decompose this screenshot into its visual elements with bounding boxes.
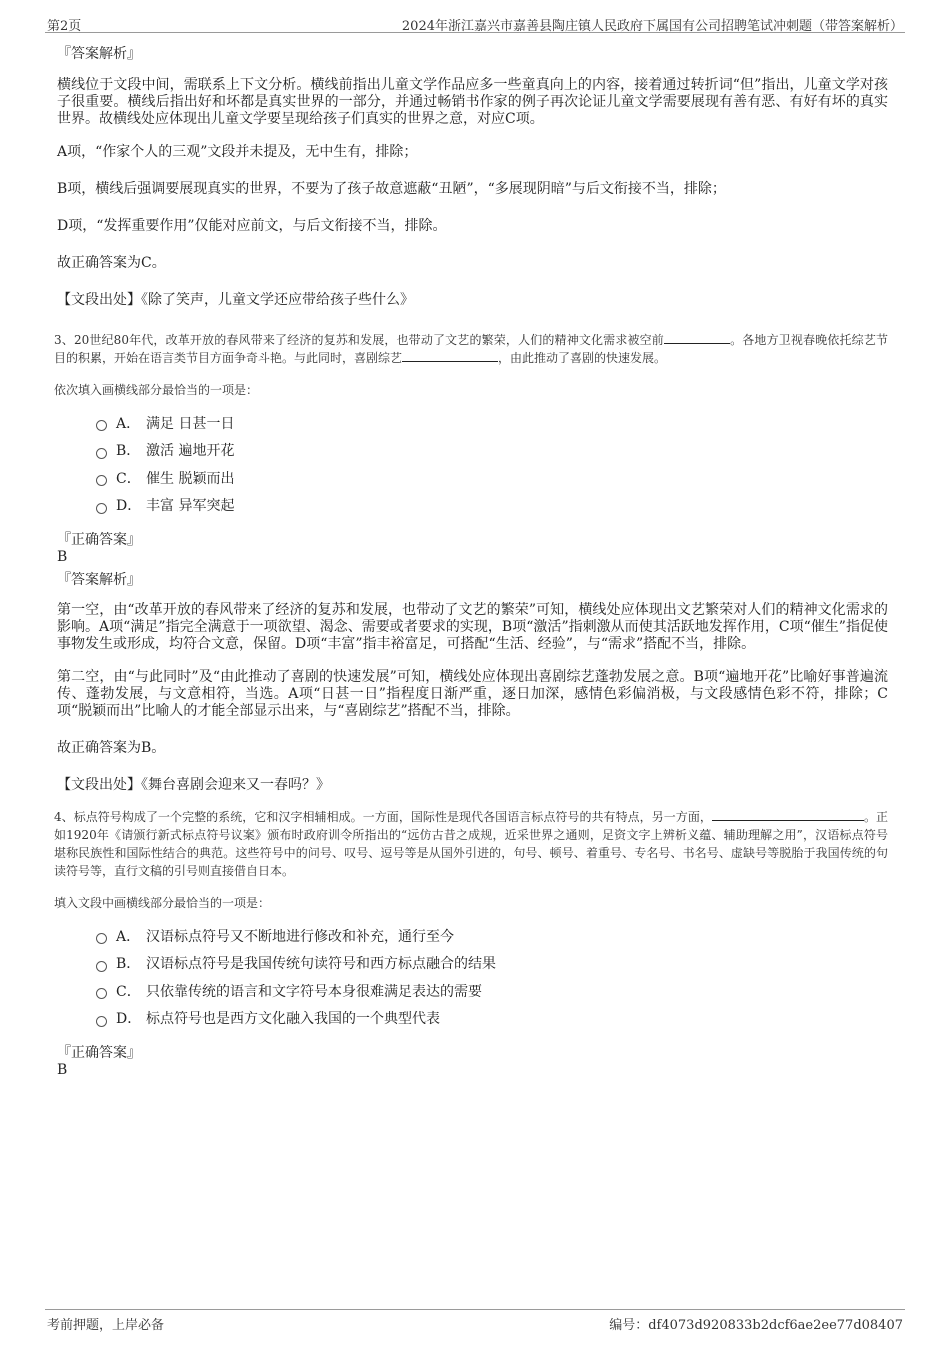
option-d[interactable]: D． 标点符号也是西方文化融入我国的一个典型代表 — [96, 1005, 888, 1033]
document-id: 编号：df4073d920833b2dcf6ae2ee77d08407 — [609, 1318, 903, 1333]
correct-answer-label: 『正确答案』 — [57, 1045, 141, 1061]
correct-answer: B — [57, 1062, 68, 1078]
page-footer — [45, 1309, 905, 1334]
analysis-paragraph: B项，横线后强调要展现真实的世界，不要为了孩子故意遮蔽“丑陋”，“多展现阴暗”与后文衔接不当，排除； — [57, 181, 726, 197]
radio-icon[interactable] — [96, 448, 107, 459]
radio-icon[interactable] — [96, 961, 107, 972]
source-citation: 【文段出处】《舞台喜剧会迎来又一春吗？》 — [57, 777, 330, 793]
option-d[interactable]: D． 丰富 异军突起 — [96, 492, 888, 520]
radio-icon[interactable] — [96, 475, 107, 486]
question-4-text: 4、标点符号构成了一个完整的系统，它和汉字相辅相成。一方面，国际性是现代各国语言标点符号的共有特点，另一方面， 。正如1920年《请颁行新式标点符号议案》颁布时政府训令所指出的“远仿古昔之成规，近采世界之通则，足资文字上辨析义蕴、辅助理解之用”，汉语标点符号堪称民族性和国际性结合的典范。这些符号中的问号、叹号、逗号等是从国外引进的，句号、顿号、着重号、专名号、书名号、虚缺号等脱胎于我国传统的句读符号等，直行文稿的引号则直接借自日本。 — [54, 810, 888, 878]
correct-answer: B — [57, 549, 68, 565]
radio-icon[interactable] — [96, 988, 107, 999]
option-a[interactable]: A． 满足 日甚一日 — [96, 409, 888, 437]
radio-icon[interactable] — [96, 1016, 107, 1027]
footer-slogan: 考前押题，上岸必备 — [47, 1318, 165, 1333]
blank-1 — [712, 808, 864, 821]
analysis-label: 『答案解析』 — [57, 572, 141, 588]
correct-answer-label: 『正确答案』 — [57, 532, 141, 548]
question-3-prompt: 依次填入画横线部分最恰当的一项是： — [54, 383, 259, 397]
question-4-options — [96, 922, 888, 1032]
radio-icon[interactable] — [96, 933, 107, 944]
option-b[interactable]: B． 汉语标点符号是我国传统句读符号和西方标点融合的结果 — [96, 950, 888, 978]
analysis-paragraph: A项，“作家个人的三观”文段并未提及，无中生有，排除； — [57, 144, 418, 160]
analysis-label: 『答案解析』 — [57, 46, 141, 62]
analysis-paragraph: 第一空，由“改革开放的春风带来了经济的复苏和发展，也带动了文艺的繁荣”可知，横线处应体现出文艺繁荣对人们的精神文化需求的影响。A项“满足”指完全满意于一项欲望、渴念、需要或者要求的实现，B项“激活”指刺激从而使其活跃地发挥作用，C项“催生”指促使事物发生或形成，均符合文意，保留。D项“丰富”指丰裕富足，可搭配“生活、经验”，与“需求”搭配不当，排除。 — [57, 602, 888, 652]
answer-statement: 故正确答案为B。 — [57, 740, 166, 756]
option-b[interactable]: B． 激活 遍地开花 — [96, 437, 888, 465]
question-4-prompt: 填入文段中画横线部分最恰当的一项是： — [54, 896, 271, 910]
source-citation: 【文段出处】《除了笑声，儿童文学还应带给孩子些什么》 — [57, 292, 414, 308]
main-content — [54, 44, 888, 1081]
analysis-paragraph: 第二空，由“与此同时”及“由此推动了喜剧的快速发展”可知，横线处应体现出喜剧综艺蓬勃发展之意。B项“遍地开花”比喻好事普遍流传、蓬勃发展，与文意相符，当选。A项“日甚一日”指程度日渐严重，逐日加深，感情色彩偏消极，与文段感情色彩不符，排除；C项“脱颖而出”比喻人的才能全部显示出来，与“喜剧综艺”搭配不当，排除。 — [57, 669, 888, 719]
blank-2 — [402, 349, 498, 362]
page-header — [45, 12, 905, 33]
analysis-paragraph: D项，“发挥重要作用”仅能对应前文，与后文衔接不当，排除。 — [57, 218, 447, 234]
answer-statement: 故正确答案为C。 — [57, 255, 166, 271]
document-title: 2024年浙江嘉兴市嘉善县陶庄镇人民政府下属国有公司招聘笔试冲刺题（带答案解析） — [401, 19, 903, 34]
radio-icon[interactable] — [96, 420, 107, 431]
blank-1 — [664, 331, 730, 344]
radio-icon[interactable] — [96, 503, 107, 514]
question-3-text: 3、20世纪80年代，改革开放的春风带来了经济的复苏和发展，也带动了文艺的繁荣，人们的精神文化需求被空前 。各地方卫视春晚依托综艺节目的积累，开始在语言类节目方面争奇斗艳。与此同时，喜剧综艺 ，由此推动了喜剧的快速发展。 — [54, 333, 888, 365]
analysis-paragraph: 横线位于文段中间，需联系上下文分析。横线前指出儿童文学作品应多一些童真向上的内容，接着通过转折词“但”指出，儿童文学对孩子很重要。横线后指出好和坏都是真实世界的一部分，并通过畅销书作家的例子再次论证儿童文学需要展现有善有恶、有好有坏的真实世界。故横线处应体现出儿童文学要呈现给孩子们真实的世界之意，对应C项。 — [57, 77, 888, 127]
option-c[interactable]: C． 催生 脱颖而出 — [96, 464, 888, 492]
option-a[interactable]: A． 汉语标点符号又不断地进行修改和补充，通行至今 — [96, 922, 888, 950]
option-c[interactable]: C． 只依靠传统的语言和文字符号本身很难满足表达的需要 — [96, 977, 888, 1005]
question-3-options — [96, 409, 888, 519]
page-number: 第2页 — [47, 19, 82, 34]
